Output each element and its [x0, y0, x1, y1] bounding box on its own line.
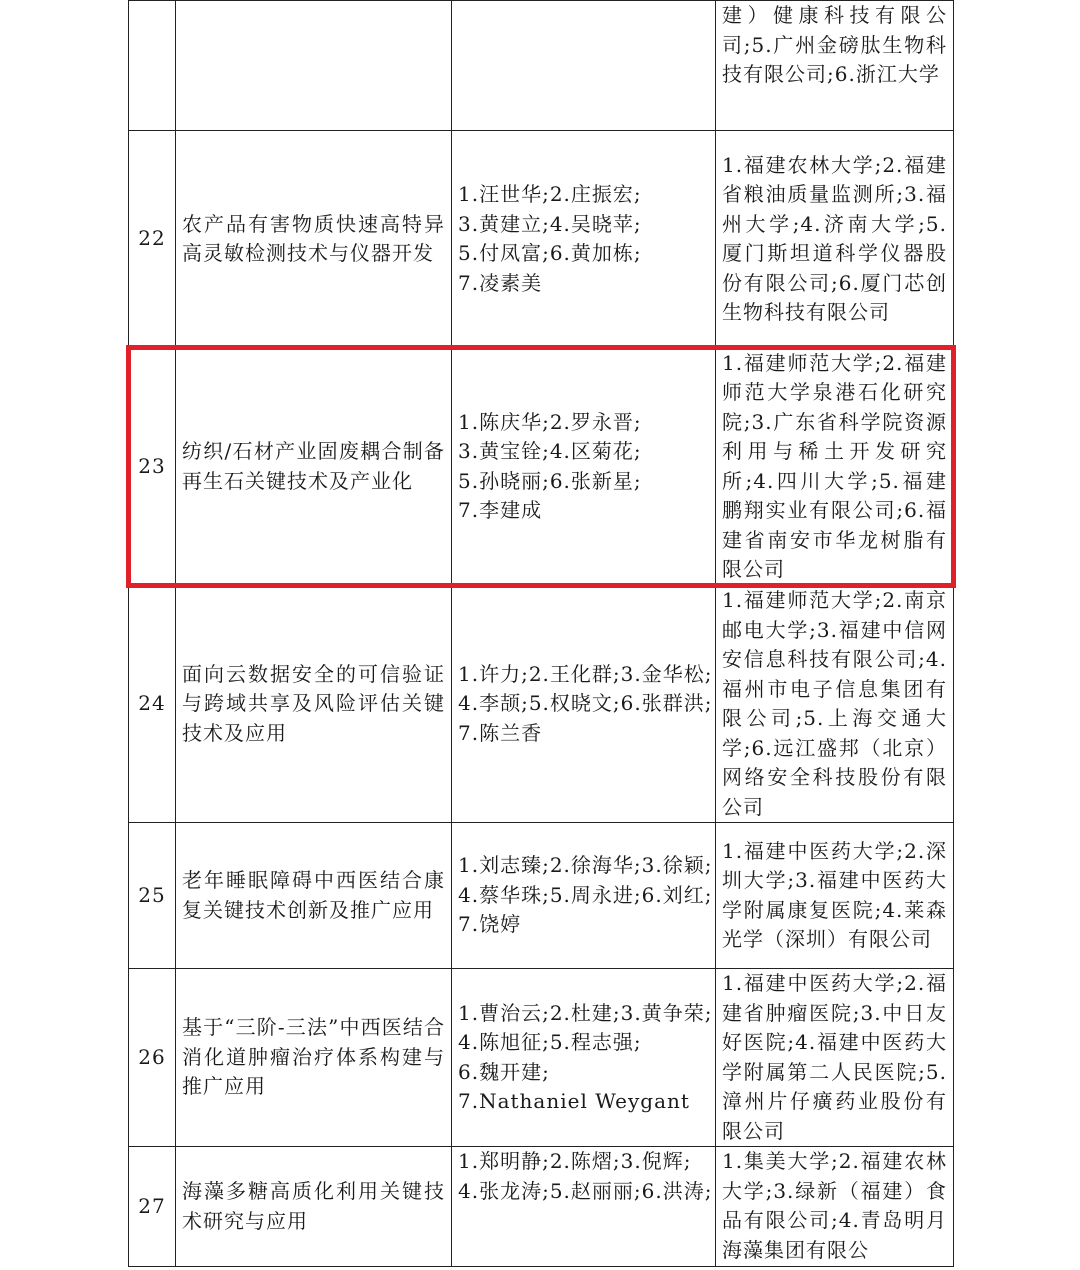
completers: [452, 1147, 716, 1267]
organizations: 1.福建师范大学;2.南京邮电大学;3.福建中信网安信息科技有限公司;4.福州市电子信息集团有限公司;5.上海交通大学;6.远江盛邦（北京）网络安全科技股份有限公司: [716, 586, 954, 823]
completer-line: 4.陈旭征;5.程志强;: [458, 1030, 642, 1054]
completer-line: 4.李颉;5.权晓文;6.张群洪;: [458, 691, 713, 716]
completers: [452, 348, 716, 586]
completer-line: 1.汪世华;2.庄振宏;: [458, 182, 642, 206]
completer-line: 1.刘志臻;2.徐海华;3.徐颖;: [458, 853, 713, 878]
organizations: 建）健康科技有限公司;5.广州金磅肽生物科技有限公司;6.浙江大学: [716, 1, 954, 131]
completers: [452, 969, 716, 1147]
organizations: 1.福建师范大学;2.福建师范大学泉港石化研究院;3.广东省科学院资源利用与稀土开发研究所;4.四川大学;5.福建鹏翔实业有限公司;6.福建省南安市华龙树脂有限公司: [716, 348, 954, 586]
project-title: [176, 1, 452, 131]
row-number: [129, 1, 176, 131]
table-row: [129, 131, 954, 348]
table-row: [129, 823, 954, 969]
completer-line: 1.陈庆华;2.罗永晋;: [458, 409, 642, 434]
completer-line: 1.曹治云;2.杜建;3.黄争荣;: [458, 1000, 713, 1025]
completer-line: 4.蔡华珠;5.周永进;6.刘红;: [458, 882, 713, 907]
project-title: 农产品有害物质快速高特异高灵敏检测技术与仪器开发: [176, 131, 452, 348]
completer-line: 7.Nathaniel Weygant: [458, 1089, 690, 1113]
completer-line: 3.黄建立;4.吴晓苹;: [458, 211, 642, 236]
completer-line: 5.付凤富;6.黄加栋;: [458, 241, 642, 265]
row-number: 23: [129, 348, 176, 586]
row-number: 27: [129, 1147, 176, 1267]
organizations: 1.集美大学;2.福建农林大学;3.绿新（福建）食品有限公司;4.青岛明月海藻集团有限公: [716, 1147, 954, 1267]
project-title: 基于“三阶-三法”中西医结合消化道肿瘤治疗体系构建与推广应用: [176, 969, 452, 1147]
completer-line: 7.饶婷: [458, 912, 522, 937]
project-title: 纺织/石材产业固废耦合制备再生石关键技术及产业化: [176, 348, 452, 586]
completer-line: 5.孙晓丽;6.张新星;: [458, 468, 642, 493]
organizations: 1.福建中医药大学;2.福建省肿瘤医院;3.中日友好医院;4.福建中医药大学附属第二人民医院;5.漳州片仔癀药业股份有限公司: [716, 969, 954, 1147]
completers: [452, 823, 716, 969]
completer-line: 3.黄宝铨;4.区菊花;: [458, 439, 642, 463]
table-row: [129, 1147, 954, 1267]
completer-line: 1.郑明静;2.陈熠;3.倪辉;: [458, 1149, 692, 1173]
completers: [452, 131, 716, 348]
table-row: [129, 969, 954, 1147]
results-table: [128, 0, 954, 1267]
table-row: [129, 1, 954, 131]
completer-line: 6.魏开建;: [458, 1059, 550, 1084]
row-number: 24: [129, 586, 176, 823]
completer-line: 7.李建成: [458, 498, 543, 522]
project-title: 海藻多糖高质化利用关键技术研究与应用: [176, 1147, 452, 1267]
completer-line: 7.陈兰香: [458, 720, 543, 745]
row-number: 22: [129, 131, 176, 348]
organizations: 1.福建农林大学;2.福建省粮油质量监测所;3.福州大学;4.济南大学;5.厦门斯坦道科学仪器股份有限公司;6.厦门芯创生物科技有限公司: [716, 131, 954, 348]
project-title: 面向云数据安全的可信验证与跨域共享及风险评估关键技术及应用: [176, 586, 452, 823]
completers: [452, 586, 716, 823]
completers: [452, 1, 716, 131]
completer-line: 7.凌素美: [458, 270, 543, 295]
project-title: 老年睡眠障碍中西医结合康复关键技术创新及推广应用: [176, 823, 452, 969]
table-row-highlighted: [129, 348, 954, 586]
row-number: 25: [129, 823, 176, 969]
table-row: [129, 586, 954, 823]
row-number: 26: [129, 969, 176, 1147]
organizations: 1.福建中医药大学;2.深圳大学;3.福建中医药大学附属康复医院;4.莱森光学（深圳）有限公司: [716, 823, 954, 969]
completer-line: 4.张龙涛;5.赵丽丽;6.洪涛;: [458, 1178, 713, 1203]
completer-line: 1.许力;2.王化群;3.金华松;: [458, 661, 713, 686]
